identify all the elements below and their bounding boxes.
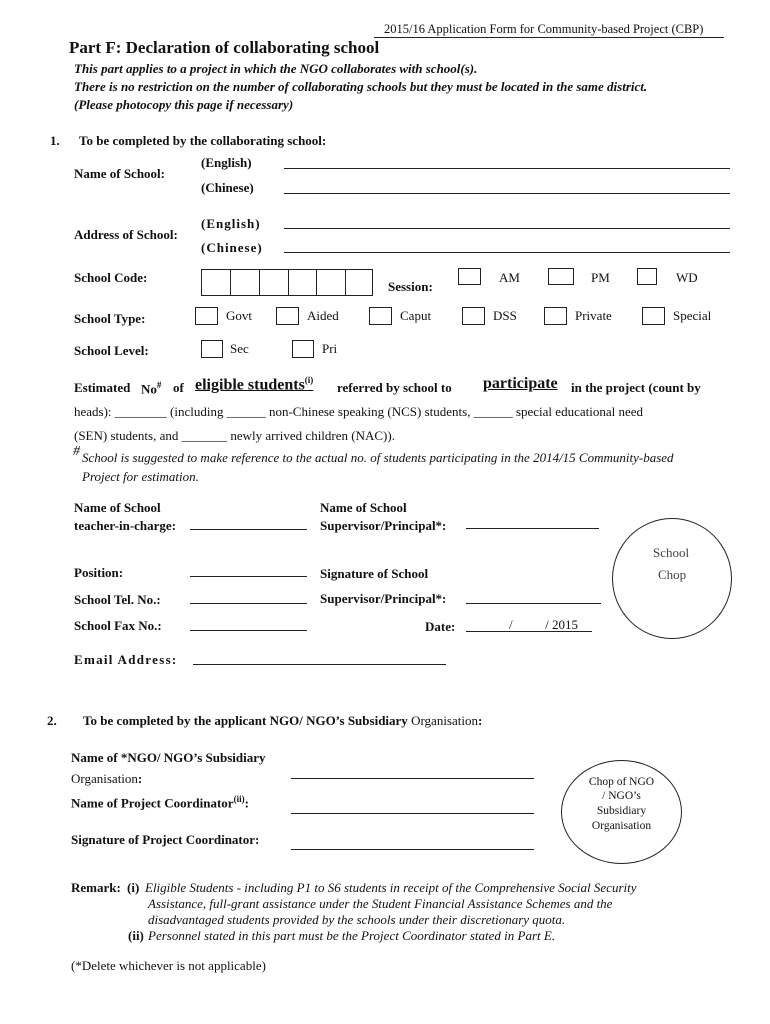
school-chop-text-2: Chop xyxy=(658,567,687,582)
session-pm-checkbox[interactable] xyxy=(548,268,574,285)
delete-note: (*Delete whichever is not applicable) xyxy=(71,958,266,973)
estimated-line-2: heads): ________ (including ______ non-Chinese speaking (NCS) students, ______ special educational need xyxy=(74,404,644,419)
date-field[interactable] xyxy=(466,631,592,632)
ngo-chop-text-3: Subsidiary xyxy=(596,805,647,817)
coordinator-label: Name of Project Coordinator$^{(ii)}$: xyxy=(71,794,249,811)
session-wd-label: WD xyxy=(676,270,698,285)
remark-ii-text: Personnel stated in this part must be the Project Coordinator stated in Part E. xyxy=(148,928,556,943)
intro-line-2: There is no restriction on the number of collaborating schools but they must be located in the same district. xyxy=(74,79,648,94)
level-pri-label: Pri xyxy=(322,341,338,356)
teacher-label-2: teacher-in-charge: xyxy=(74,518,177,533)
fax-label: School Fax No.: xyxy=(74,618,162,633)
date-value: / / 2015 xyxy=(509,617,578,632)
level-sec-checkbox[interactable] xyxy=(201,340,223,358)
header-underline xyxy=(374,37,724,38)
email-field[interactable] xyxy=(193,664,446,665)
type-dss-checkbox[interactable] xyxy=(462,307,485,325)
estimated-of: of xyxy=(173,380,184,395)
session-pm-label: PM xyxy=(591,270,610,285)
ngo-chop-text-1: Chop of NGO xyxy=(588,776,655,788)
school-code-boxes[interactable] xyxy=(201,269,373,296)
type-special-label: Special xyxy=(673,308,712,323)
school-name-english-label: (English) xyxy=(201,155,252,170)
supervisor-field[interactable] xyxy=(466,528,599,529)
coordinator-signature-label: Signature of Project Coordinator: xyxy=(71,832,260,847)
section2-number: 2. xyxy=(47,713,57,728)
school-name-label: Name of School: xyxy=(74,166,165,181)
type-govt-checkbox[interactable] xyxy=(195,307,218,325)
level-sec-label: Sec xyxy=(230,341,249,356)
type-dss-label: DSS xyxy=(493,308,517,323)
intro-line-3: (Please photocopy this page if necessary) xyxy=(74,97,294,112)
referred-text: referred by school to xyxy=(337,380,452,395)
ngo-chop-text-4: Organisation xyxy=(591,820,652,832)
email-label: Email Address: xyxy=(74,652,178,667)
school-type-label: School Type: xyxy=(74,311,146,326)
eligible-students-text: eligible students$^{(i)}$ xyxy=(195,375,314,394)
position-field[interactable] xyxy=(190,576,307,577)
supervisor-label-1: Name of School xyxy=(320,500,407,515)
signature-label-1: Signature of School xyxy=(320,566,429,581)
session-am-checkbox[interactable] xyxy=(458,268,481,285)
level-pri-checkbox[interactable] xyxy=(292,340,314,358)
ngo-name-field[interactable] xyxy=(291,778,534,779)
teacher-label-1: Name of School xyxy=(74,500,161,515)
school-address-english-label: (English) xyxy=(201,216,261,231)
date-label: Date: xyxy=(425,619,456,634)
intro-line-1: This part applies to a project in which the NGO collaborates with school(s). xyxy=(74,61,478,76)
school-address-chinese-field[interactable] xyxy=(284,252,730,253)
school-name-english-field[interactable] xyxy=(284,168,730,169)
type-special-checkbox[interactable] xyxy=(642,307,665,325)
type-private-label: Private xyxy=(575,308,612,323)
note-line-2: Project for estimation. xyxy=(82,469,199,484)
estimated-no: No# xyxy=(141,380,162,397)
remark-i-line-1: Eligible Students - including P1 to S6 students in receipt of the Comprehensive Social Security xyxy=(145,880,637,895)
estimated-line-3: (SEN) students, and _______ newly arrived children (NAC)). xyxy=(74,428,395,443)
estimated-tail: in the project (count by xyxy=(571,380,701,395)
remark-ii-marker: (ii) xyxy=(128,928,144,943)
session-am-label: AM xyxy=(499,270,520,285)
type-caput-label: Caput xyxy=(400,308,432,323)
school-address-label: Address of School: xyxy=(74,227,178,242)
part-title: Part F: Declaration of collaborating school xyxy=(69,38,380,57)
coordinator-signature-field[interactable] xyxy=(291,849,534,850)
estimated-label: Estimated xyxy=(74,380,131,395)
signature-field[interactable] xyxy=(466,603,601,604)
remark-i-line-3: disadvantaged students provided by the schools under their discretionary quota. xyxy=(148,912,566,927)
remark-i-line-2: Assistance, full-grant assistance under the Student Financial Assistance Schemes and the xyxy=(148,896,613,911)
type-govt-label: Govt xyxy=(226,308,252,323)
type-caput-checkbox[interactable] xyxy=(369,307,392,325)
ngo-chop-text-2: / NGO’s xyxy=(602,790,641,802)
position-label: Position: xyxy=(74,565,124,580)
coordinator-field[interactable] xyxy=(291,813,534,814)
school-chop-text-1: School xyxy=(653,545,690,560)
section2-title: To be completed by the applicant NGO/ NGO’s Subsidiary Organisation: xyxy=(83,713,483,728)
school-address-chinese-label: (Chinese) xyxy=(201,240,263,255)
type-aided-label: Aided xyxy=(307,308,339,323)
participate-text: participate xyxy=(483,375,558,392)
teacher-field[interactable] xyxy=(190,529,307,530)
school-name-chinese-label: (Chinese) xyxy=(201,180,254,195)
remark-i-marker: (i) xyxy=(127,880,140,895)
type-aided-checkbox[interactable] xyxy=(276,307,299,325)
supervisor-label-2: Supervisor/Principal*: xyxy=(320,518,447,533)
signature-label-2: Supervisor/Principal*: xyxy=(320,591,447,606)
school-code-label: School Code: xyxy=(74,270,148,285)
session-label: Session: xyxy=(388,279,433,294)
school-level-label: School Level: xyxy=(74,343,149,358)
tel-label: School Tel. No.: xyxy=(74,592,161,607)
school-name-chinese-field[interactable] xyxy=(284,193,730,194)
school-address-english-field[interactable] xyxy=(284,228,730,229)
ngo-name-label-1: Name of *NGO/ NGO’s Subsidiary xyxy=(71,750,266,765)
tel-field[interactable] xyxy=(190,603,307,604)
fax-field[interactable] xyxy=(190,630,307,631)
session-wd-checkbox[interactable] xyxy=(637,268,657,285)
note-hash: # xyxy=(73,444,80,459)
note-line-1: School is suggested to make reference to the actual no. of students participating in the 2014/15 Community-based xyxy=(82,450,674,465)
ngo-name-label-2: Organisation: xyxy=(71,771,143,786)
type-private-checkbox[interactable] xyxy=(544,307,567,325)
section1-number: 1. xyxy=(50,133,60,148)
section1-title: To be completed by the collaborating school: xyxy=(79,133,327,148)
remark-label: Remark: xyxy=(71,880,121,895)
form-header: 2015/16 Application Form for Community-based Project (CBP) xyxy=(384,22,704,36)
